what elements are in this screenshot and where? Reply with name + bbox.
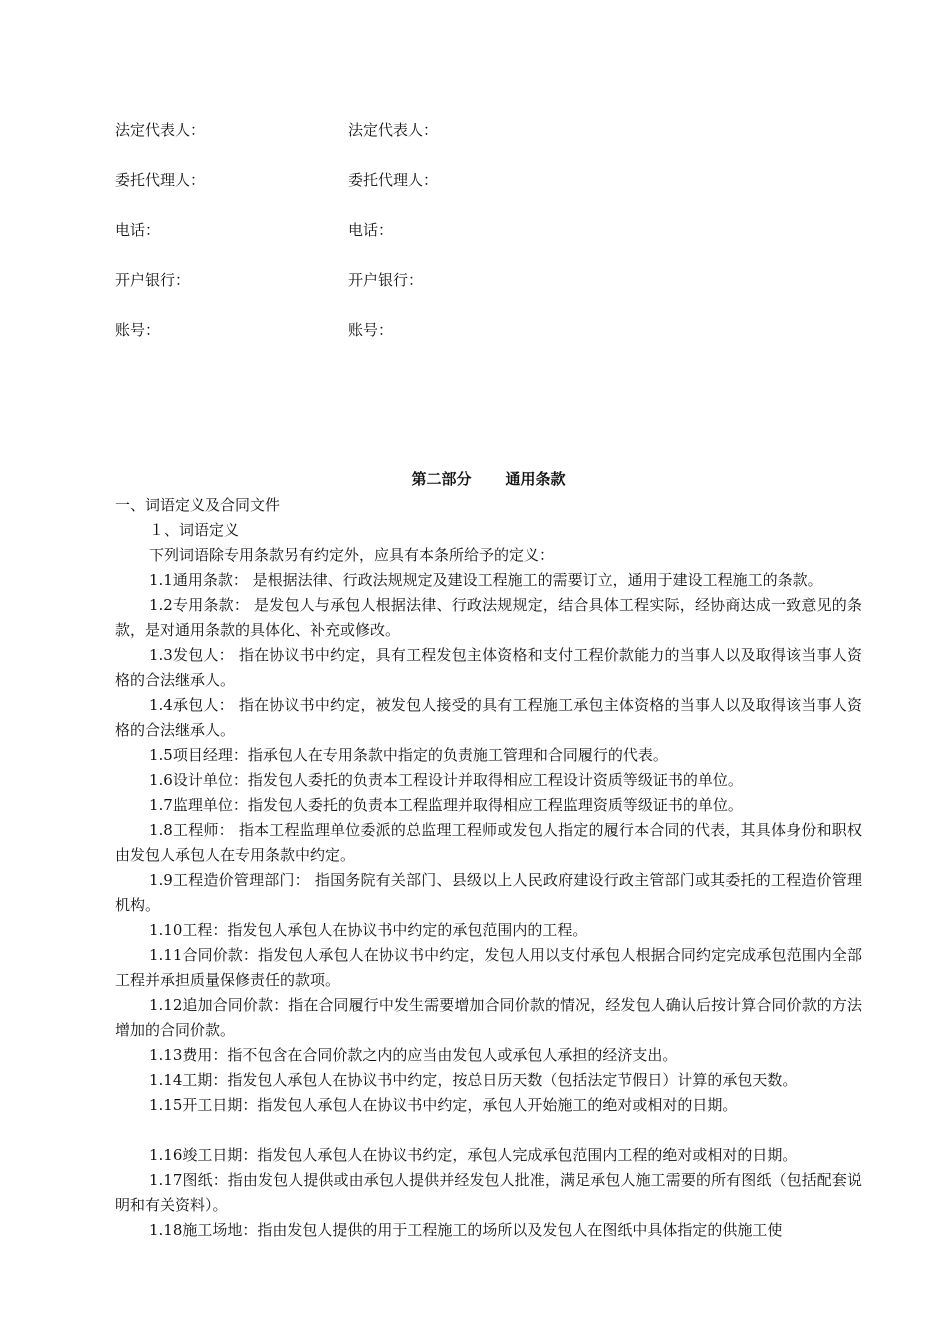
clause-1-13: 1.13费用：指不包含在合同价款之内的应当由发包人或承包人承担的经济支出。 [149, 1046, 678, 1064]
section-heading: 一、词语定义及合同文件 [115, 496, 281, 514]
clause-1-11: 1.11合同价款：指发包人承包人在协议书中约定，发包人用以支付承包人根据合同约定完成承包范围内全部工程并承担质量保修责任的款项。 [115, 946, 862, 989]
party-b-legal-representative: 法定代表人： [348, 121, 439, 139]
party-a-agent: 委托代理人： [115, 171, 206, 189]
party-b-account: 账号： [348, 321, 394, 339]
party-a-phone: 电话： [115, 221, 161, 239]
part-number: 第二部分 [411, 470, 472, 488]
general-terms-content [115, 466, 862, 1243]
part-title [115, 466, 862, 493]
party-b-phone: 电话： [348, 221, 394, 239]
part-name: 通用条款 [505, 470, 566, 488]
signature-row [115, 118, 715, 168]
party-a-account: 账号： [115, 321, 161, 339]
clause-1-9: 1.9工程造价管理部门： 指国务院有关部门、县级以上人民政府建设行政主管部门或其委托的工程造价管理机构。 [115, 871, 862, 914]
clause-1-18: 1.18施工场地：指由发包人提供的用于工程施工的场所以及发包人在图纸中具体指定的供施工使 [149, 1221, 783, 1239]
clause-1-4: 1.4承包人： 指在协议书中约定，被发包人接受的具有工程施工承包主体资格的当事人以及取得该当事人资格的合法继承人。 [115, 696, 862, 739]
clause-1-16: 1.16竣工日期：指发包人承包人在协议书约定，承包人完成承包范围内工程的绝对或相对的日期。 [149, 1146, 798, 1164]
clause-1-10: 1.10工程：指发包人承包人在协议书中约定的承包范围内的工程。 [149, 921, 588, 939]
clause-1-7: 1.7监理单位：指发包人委托的负责本工程监理并取得相应工程监理资质等级证书的单位。 [149, 796, 743, 814]
clause-1-6: 1.6设计单位：指发包人委托的负责本工程设计并取得相应工程设计资质等级证书的单位。 [149, 771, 743, 789]
section-intro: 下列词语除专用条款另有约定外，应具有本条所给予的定义： [149, 546, 555, 564]
party-b-bank: 开户银行： [348, 271, 424, 289]
signature-block [115, 118, 715, 368]
clause-1-15: 1.15开工日期：指发包人承包人在协议书中约定，承包人开始施工的绝对或相对的日期。 [149, 1096, 738, 1114]
clause-1-17: 1.17图纸：指由发包人提供或由承包人提供并经发包人批准，满足承包人施工需要的所有图纸（包括配套说明和有关资料）。 [115, 1171, 862, 1214]
subsection-heading: １、词语定义 [149, 521, 240, 539]
party-b-agent: 委托代理人： [348, 171, 439, 189]
clause-1-8: 1.8工程师： 指本工程监理单位委派的总监理工程师或发包人指定的履行本合同的代表，其具体身份和职权由发包人承包人在专用条款中约定。 [115, 821, 862, 864]
clause-1-14: 1.14工期：指发包人承包人在协议书中约定，按总日历天数（包括法定节假日）计算的承包天数。 [149, 1071, 798, 1089]
clause-1-1: 1.1通用条款： 是根据法律、行政法规规定及建设工程施工的需要订立，通用于建设工程施工的条款。 [149, 571, 823, 589]
party-a-legal-representative: 法定代表人： [115, 121, 206, 139]
clause-1-2: 1.2专用条款： 是发包人与承包人根据法律、行政法规规定，结合具体工程实际，经协商达成一致意见的条款，是对通用条款的具体化、补充或修改。 [115, 596, 862, 639]
signature-row [115, 318, 715, 368]
party-a-bank: 开户银行： [115, 271, 191, 289]
clause-1-3: 1.3发包人： 指在协议书中约定，具有工程发包主体资格和支付工程价款能力的当事人以及取得该当事人资格的合法继承人。 [115, 646, 862, 689]
signature-row [115, 268, 715, 318]
signature-row [115, 168, 715, 218]
clause-1-12: 1.12追加合同价款：指在合同履行中发生需要增加合同价款的情况，经发包人确认后按计算合同价款的方法增加的合同价款。 [115, 996, 862, 1039]
clause-1-5: 1.5项目经理：指承包人在专用条款中指定的负责施工管理和合同履行的代表。 [149, 746, 668, 764]
signature-row [115, 218, 715, 268]
blank-line [115, 1118, 862, 1143]
